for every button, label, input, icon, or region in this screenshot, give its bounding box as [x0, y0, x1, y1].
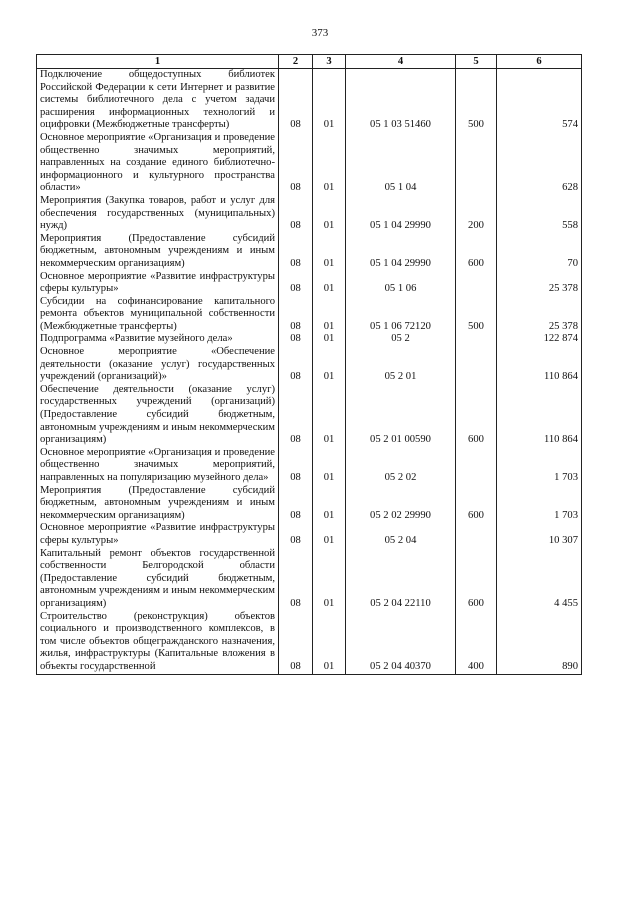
- row-subsection-cell: 01: [313, 271, 346, 296]
- column-header: 5: [456, 55, 497, 69]
- row-amount-cell: 628: [497, 132, 582, 195]
- row-target-code-cell: 05 1 06 72120: [346, 296, 456, 334]
- row-name-cell: Субсидии на софинансирование капитального ремонта объектов муниципальной собственности (Межбюджетные трансферты): [37, 296, 279, 334]
- row-name-cell: Основное мероприятие «Организация и проведение общественно значимых мероприятий, направленных на создание единого библиотечно-информационного и культурного пространства области»: [37, 132, 279, 195]
- table-row: [37, 447, 582, 485]
- row-amount-cell: 122 874: [497, 333, 582, 346]
- table-row: [37, 233, 582, 271]
- row-name-cell: Обеспечение деятельности (оказание услуг) государственных учреждений (организаций) (Предоставление субсидий бюджетным, автономным учреждениям и иным некоммерческим организациям): [37, 384, 279, 447]
- table-row: [37, 611, 582, 674]
- row-subsection-cell: 01: [313, 346, 346, 384]
- row-name-cell: Строительство (реконструкция) объектов социального и производственного комплексов, в том числе объектов общегражданского назначения, жилья, инфраструктуры (Капитальные вложения в объекты государственной: [37, 611, 279, 674]
- row-subsection-cell: 01: [313, 333, 346, 346]
- row-name-cell: Мероприятия (Предоставление субсидий бюджетным, автономным учреждениям и иным некоммерческим организациям): [37, 485, 279, 523]
- table-row: [37, 548, 582, 611]
- row-expense-type-cell: 400: [456, 611, 497, 674]
- row-amount-cell: 574: [497, 69, 582, 132]
- row-expense-type-cell: [456, 271, 497, 296]
- row-name-cell: Подключение общедоступных библиотек Российской Федерации к сети Интернет и развитие системы библиотечного дела с учетом задачи расширения информационных технологий и оцифровки (Межбюджетные трансферты): [37, 69, 279, 132]
- table-header-row: [37, 55, 582, 69]
- row-section-cell: 08: [279, 611, 313, 674]
- row-amount-cell: 4 455: [497, 548, 582, 611]
- row-section-cell: 08: [279, 447, 313, 485]
- row-target-code-cell: 05 1 03 51460: [346, 69, 456, 132]
- row-expense-type-cell: [456, 346, 497, 384]
- row-expense-type-cell: 600: [456, 548, 497, 611]
- row-subsection-cell: 01: [313, 195, 346, 233]
- row-section-cell: 08: [279, 485, 313, 523]
- table-row: [37, 346, 582, 384]
- row-target-code-cell: 05 1 06: [346, 271, 456, 296]
- table-row: [37, 69, 582, 132]
- table-row: [37, 333, 582, 346]
- row-target-code-cell: 05 2 02 29990: [346, 485, 456, 523]
- row-amount-cell: 70: [497, 233, 582, 271]
- budget-table: [36, 54, 582, 675]
- row-subsection-cell: 01: [313, 611, 346, 674]
- row-name-cell: Мероприятия (Предоставление субсидий бюджетным, автономным учреждениям и иным некоммерческим организациям): [37, 233, 279, 271]
- row-target-code-cell: 05 2 04 22110: [346, 548, 456, 611]
- row-subsection-cell: 01: [313, 69, 346, 132]
- table-row: [37, 522, 582, 547]
- row-subsection-cell: 01: [313, 384, 346, 447]
- row-amount-cell: 1 703: [497, 485, 582, 523]
- row-amount-cell: 25 378: [497, 296, 582, 334]
- row-section-cell: 08: [279, 346, 313, 384]
- table-row: [37, 132, 582, 195]
- row-target-code-cell: 05 2 04 40370: [346, 611, 456, 674]
- row-expense-type-cell: 200: [456, 195, 497, 233]
- column-header: 2: [279, 55, 313, 69]
- row-section-cell: 08: [279, 271, 313, 296]
- row-amount-cell: 890: [497, 611, 582, 674]
- row-subsection-cell: 01: [313, 447, 346, 485]
- row-subsection-cell: 01: [313, 548, 346, 611]
- row-section-cell: 08: [279, 296, 313, 334]
- table-row: [37, 384, 582, 447]
- row-section-cell: 08: [279, 69, 313, 132]
- row-target-code-cell: 05 2 04: [346, 522, 456, 547]
- row-expense-type-cell: [456, 522, 497, 547]
- row-section-cell: 08: [279, 132, 313, 195]
- row-name-cell: Мероприятия (Закупка товаров, работ и услуг для обеспечения государственных (муниципальных) нужд): [37, 195, 279, 233]
- column-header: 3: [313, 55, 346, 69]
- row-name-cell: Основное мероприятие «Обеспечение деятельности (оказание услуг) государственных учреждений (организаций)»: [37, 346, 279, 384]
- row-amount-cell: 110 864: [497, 346, 582, 384]
- row-name-cell: Подпрограмма «Развитие музейного дела»: [37, 333, 279, 346]
- row-expense-type-cell: 500: [456, 69, 497, 132]
- table-body: [37, 69, 582, 675]
- column-header: 4: [346, 55, 456, 69]
- row-expense-type-cell: 600: [456, 233, 497, 271]
- row-amount-cell: 110 864: [497, 384, 582, 447]
- row-expense-type-cell: 600: [456, 384, 497, 447]
- table-row: [37, 485, 582, 523]
- table-row: [37, 195, 582, 233]
- table-row: [37, 296, 582, 334]
- row-expense-type-cell: [456, 447, 497, 485]
- row-amount-cell: 10 307: [497, 522, 582, 547]
- row-name-cell: Основное мероприятие «Развитие инфраструктуры сферы культуры»: [37, 522, 279, 547]
- row-subsection-cell: 01: [313, 233, 346, 271]
- row-target-code-cell: 05 2 02: [346, 447, 456, 485]
- row-expense-type-cell: 600: [456, 485, 497, 523]
- row-subsection-cell: 01: [313, 132, 346, 195]
- row-target-code-cell: 05 2: [346, 333, 456, 346]
- row-amount-cell: 1 703: [497, 447, 582, 485]
- row-target-code-cell: 05 1 04 29990: [346, 195, 456, 233]
- row-subsection-cell: 01: [313, 296, 346, 334]
- row-name-cell: Основное мероприятие «Организация и проведение общественно значимых мероприятий, направленных на популяризацию музейного дела»: [37, 447, 279, 485]
- page-number: 373: [311, 27, 329, 39]
- row-target-code-cell: 05 2 01: [346, 346, 456, 384]
- row-section-cell: 08: [279, 548, 313, 611]
- row-subsection-cell: 01: [313, 485, 346, 523]
- row-name-cell: Основное мероприятие «Развитие инфраструктуры сферы культуры»: [37, 271, 279, 296]
- row-section-cell: 08: [279, 195, 313, 233]
- row-section-cell: 08: [279, 522, 313, 547]
- row-amount-cell: 25 378: [497, 271, 582, 296]
- row-expense-type-cell: 500: [456, 296, 497, 334]
- row-name-cell: Капитальный ремонт объектов государственной собственности Белгородской области (Предоставление субсидий бюджетным, автономным учреждениям и иным некоммерческим организациям): [37, 548, 279, 611]
- row-amount-cell: 558: [497, 195, 582, 233]
- row-subsection-cell: 01: [313, 522, 346, 547]
- row-section-cell: 08: [279, 233, 313, 271]
- column-header: 1: [37, 55, 279, 69]
- row-section-cell: 08: [279, 384, 313, 447]
- column-header: 6: [497, 55, 582, 69]
- row-target-code-cell: 05 1 04: [346, 132, 456, 195]
- table-row: [37, 271, 582, 296]
- row-target-code-cell: 05 2 01 00590: [346, 384, 456, 447]
- row-expense-type-cell: [456, 333, 497, 346]
- row-section-cell: 08: [279, 333, 313, 346]
- row-target-code-cell: 05 1 04 29990: [346, 233, 456, 271]
- row-expense-type-cell: [456, 132, 497, 195]
